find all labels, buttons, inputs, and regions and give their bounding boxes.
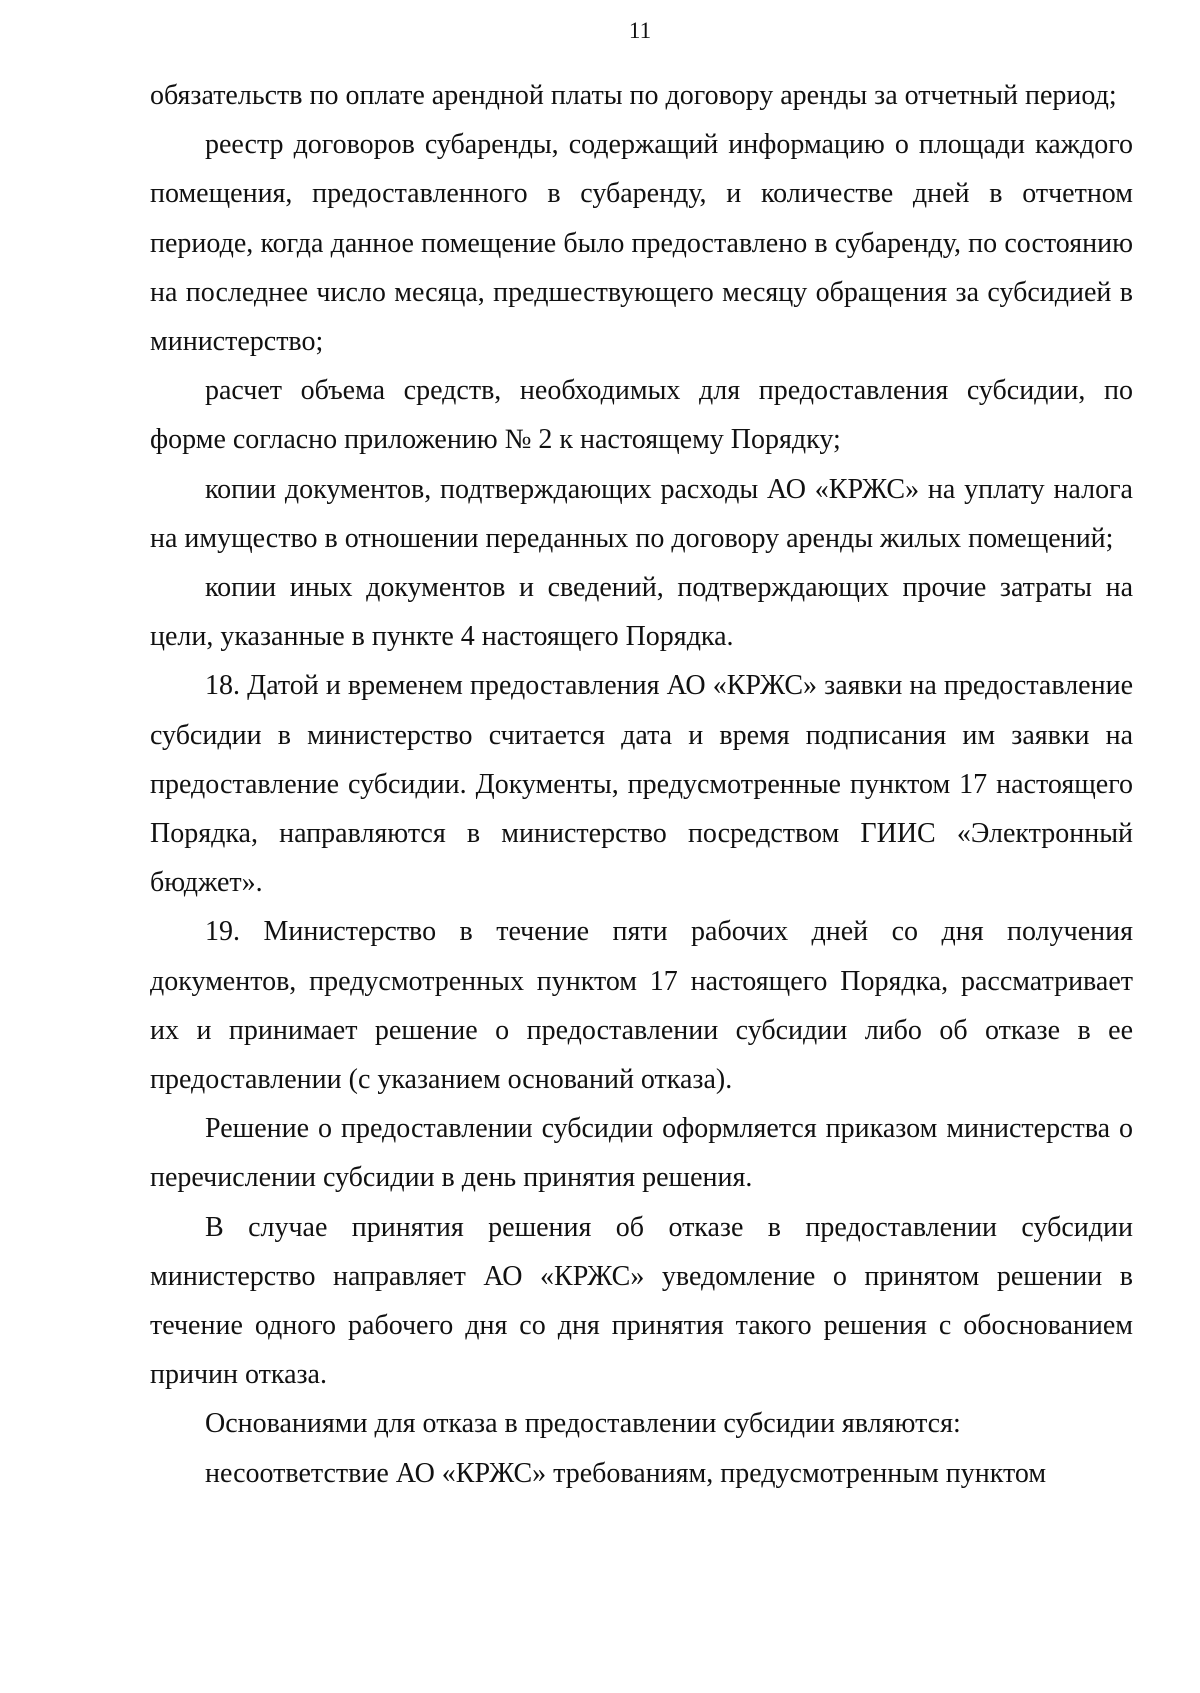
paragraph-item-19: 19. Министерство в течение пяти рабочих дней со дня получения документов, предусмотренных пунктом 17 настоящего Порядка, рассматривает их и принимает решение о предоставлении субсидии либо об отказе в ее предоставлении (с указанием оснований отказа). <box>150 916 1133 1096</box>
paragraph: копии документов, подтверждающих расходы АО «КРЖС» на уплату налога на имущество в отношении переданных по договору аренды жилых помещений; <box>150 473 1133 554</box>
paragraph: копии иных документов и сведений, подтверждающих прочие затраты на цели, указанные в пункте 4 настоящего Порядка. <box>150 572 1133 653</box>
paragraph: В случае принятия решения об отказе в предоставлении субсидии министерство направляет АО «КРЖС» уведомление о принятом решении в течение одного рабочего дня со дня принятия такого решения с обоснованием причин отказа. <box>150 1211 1133 1391</box>
paragraph: реестр договоров субаренды, содержащий информацию о площади каждого помещения, предоставленного в субаренду, и количестве дней в отчетном периоде, когда данное помещение было предоставлено в субаренду, по состоянию на последнее число месяца, предшествующего месяцу обращения за субсидией в министерство; <box>150 129 1133 358</box>
paragraph: Решение о предоставлении субсидии оформляется приказом министерства о перечислении субсидии в день принятия решения. <box>150 1113 1133 1194</box>
paragraph: расчет объема средств, необходимых для предоставления субсидии, по форме согласно приложению № 2 к настоящему Порядку; <box>150 375 1133 456</box>
paragraph-item-18: 18. Датой и временем предоставления АО «КРЖС» заявки на предоставление субсидии в министерство считается дата и время подписания им заявки на предоставление субсидии. Документы, предусмотренные пунктом 17 настоящего Порядка, направляются в министерство посредством ГИИС «Электронный бюджет». <box>150 670 1133 899</box>
document-body <box>150 71 1133 1498</box>
paragraph: обязательств по оплате арендной платы по договору аренды за отчетный период; <box>150 80 1117 111</box>
paragraph: Основаниями для отказа в предоставлении субсидии являются: <box>205 1408 961 1440</box>
paragraph: несоответствие АО «КРЖС» требованиям, предусмотренным пунктом <box>205 1457 1047 1489</box>
page-number: 11 <box>628 18 652 43</box>
